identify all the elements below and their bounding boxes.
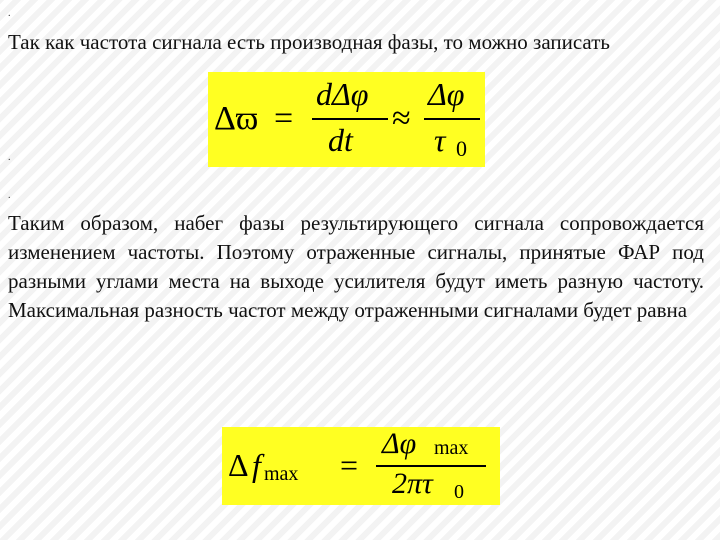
formula-frequency-derivative: [208, 72, 485, 167]
formula-equals: =: [340, 447, 359, 483]
subscript-max: max: [434, 437, 469, 459]
paragraph-explanation: Таким образом, набег фазы результирующего сигнала сопровождается изменением частоты. Поэтому отраженные сигналы, принятые ФАР под разными углами места на выходе усилителя будут иметь разную частоту. Максимальная разность частот между отраженными сигналами будет равна: [8, 211, 704, 322]
fraction-denominator: 2πτ: [392, 467, 433, 500]
bullet-marker: .: [8, 152, 11, 163]
bullet-marker: .: [8, 8, 11, 19]
approx-sign: ≈: [392, 100, 411, 137]
formula-max-frequency-difference: [222, 427, 500, 505]
fraction-denominator: dt: [328, 122, 353, 158]
fraction-numerator: Δφ: [428, 76, 465, 112]
fraction-line: [424, 118, 480, 120]
fraction-numerator: dΔφ: [316, 76, 369, 112]
formula-equals: =: [274, 100, 294, 137]
subscript-zero: 0: [454, 481, 464, 503]
delta-symbol: Δ: [228, 447, 249, 483]
f-symbol: f: [252, 447, 261, 483]
paragraph-intro: Так как частота сигнала есть производная фазы, то можно записать: [8, 30, 610, 54]
bullet-marker: .: [8, 190, 11, 201]
fraction-numerator: Δφ: [382, 427, 417, 460]
subscript-max: max: [264, 463, 299, 485]
formula-lhs: Δϖ: [214, 100, 259, 137]
subscript-zero: 0: [456, 136, 467, 161]
fraction-line: [312, 118, 388, 120]
tau-symbol: τ: [434, 122, 446, 158]
